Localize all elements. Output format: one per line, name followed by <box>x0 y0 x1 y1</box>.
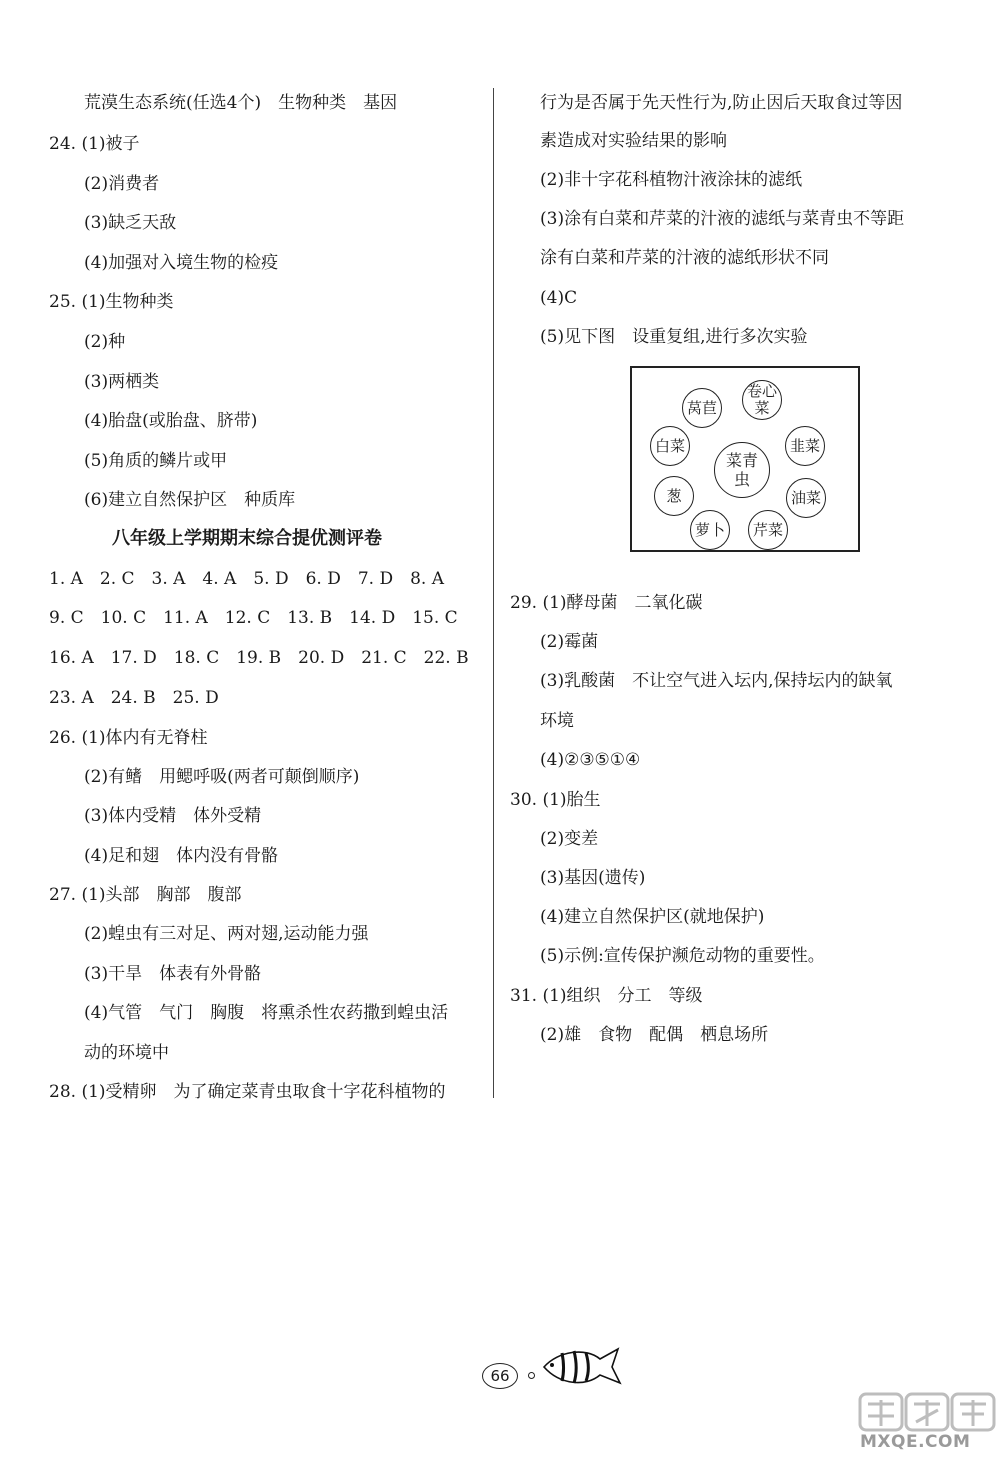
text-line: (2)消费者 <box>84 174 160 194</box>
diagram-node: 葱 <box>654 476 694 516</box>
diagram-node: 萝卜 <box>690 510 730 550</box>
section-title: 八年级上学期期末综合提优测评卷 <box>112 528 382 549</box>
text-line: (4)建立自然保护区(就地保护) <box>540 907 765 927</box>
text-line: (3)缺乏天敌 <box>84 213 177 233</box>
question-31: 31. (1)组织 分工 等级 <box>510 986 703 1006</box>
text-line: (5)角质的鳞片或甲 <box>84 451 228 471</box>
text-line: (4)加强对入境生物的检疫 <box>84 253 279 273</box>
diagram-node: 白菜 <box>650 426 690 466</box>
text-line: (2)非十字花科植物汁液涂抹的滤纸 <box>540 170 803 190</box>
diagram-node: 芹菜 <box>748 510 788 550</box>
text-line: (2)种 <box>84 332 126 352</box>
text-line: 素造成对实验结果的影响 <box>540 131 727 151</box>
text-line: (2)有鳍 用鳃呼吸(两者可颠倒顺序) <box>84 767 360 787</box>
diagram-node: 油菜 <box>786 478 826 518</box>
fish-icon <box>540 1343 622 1393</box>
text-line: (2)蝗虫有三对足、两对翅,运动能力强 <box>84 924 369 944</box>
text-line: (5)示例:宣传保护濒危动物的重要性。 <box>540 946 825 966</box>
question-29: 29. (1)酵母菌 二氧化碳 <box>510 593 703 613</box>
text-line: (2)雄 食物 配偶 栖息场所 <box>540 1025 769 1045</box>
text-line: (3)干旱 体表有外骨骼 <box>84 964 262 984</box>
text-line: (4)C <box>540 288 578 308</box>
diagram-node: 卷心菜 <box>742 380 782 420</box>
text-line: 荒漠生态系统(任选4个) 生物种类 基因 <box>84 93 398 113</box>
text-line: 环境 <box>540 711 574 731</box>
answer-row: 16. A 17. D 18. C 19. B 20. D 21. C 22. B <box>49 648 469 668</box>
question-28: 28. (1)受精卵 为了确定菜青虫取食十字花科植物的 <box>49 1082 446 1102</box>
diagram-node: 莴苣 <box>682 388 722 428</box>
text-line: (3)基因(遗传) <box>540 868 646 888</box>
question-30: 30. (1)胎生 <box>510 790 601 810</box>
question-25: 25. (1)生物种类 <box>49 292 174 312</box>
text-line: (4)②③⑤①④ <box>540 750 641 770</box>
text-line: (3)体内受精 体外受精 <box>84 806 262 826</box>
text-line: (4)胎盘(或胎盘、脐带) <box>84 411 258 431</box>
diagram-node: 韭菜 <box>785 426 825 466</box>
answer-row: 1. A 2. C 3. A 4. A 5. D 6. D 7. D 8. A <box>49 569 444 589</box>
text-line: 行为是否属于先天性行为,防止因后天取食过等因 <box>540 93 903 113</box>
question-26: 26. (1)体内有无脊柱 <box>49 728 208 748</box>
text-line: (3)两栖类 <box>84 372 160 392</box>
text-line: (2)霉菌 <box>540 632 599 652</box>
answer-row: 9. C 10. C 11. A 12. C 13. B 14. D 15. C <box>49 608 458 628</box>
question-24: 24. (1)被子 <box>49 134 140 154</box>
text-line: (2)变差 <box>540 829 599 849</box>
text-line: 动的环境中 <box>84 1043 169 1063</box>
question-27: 27. (1)头部 胸部 腹部 <box>49 885 242 905</box>
text-line: 涂有白菜和芹菜的汁液的滤纸形状不同 <box>540 248 829 268</box>
text-line: (4)足和翅 体内没有骨骼 <box>84 846 279 866</box>
text-line: (5)见下图 设重复组,进行多次实验 <box>540 327 808 347</box>
page-number: 66 <box>482 1363 518 1389</box>
column-divider <box>493 88 494 1098</box>
answer-row: 23. A 24. B 25. D <box>49 688 219 708</box>
text-line: (3)涂有白菜和芹菜的汁液的滤纸与菜青虫不等距 <box>540 209 905 229</box>
watermark-text: MXQE.COM <box>860 1432 971 1452</box>
text-line: (3)乳酸菌 不让空气进入坛内,保持坛内的缺氧 <box>540 671 893 691</box>
experiment-diagram <box>630 366 860 552</box>
diagram-center-node: 菜青虫 <box>714 442 770 498</box>
decorative-dot <box>528 1372 535 1379</box>
text-line: (6)建立自然保护区 种质库 <box>84 490 296 510</box>
text-line: (4)气管 气门 胸腹 将熏杀性农药撒到蝗虫活 <box>84 1003 449 1023</box>
